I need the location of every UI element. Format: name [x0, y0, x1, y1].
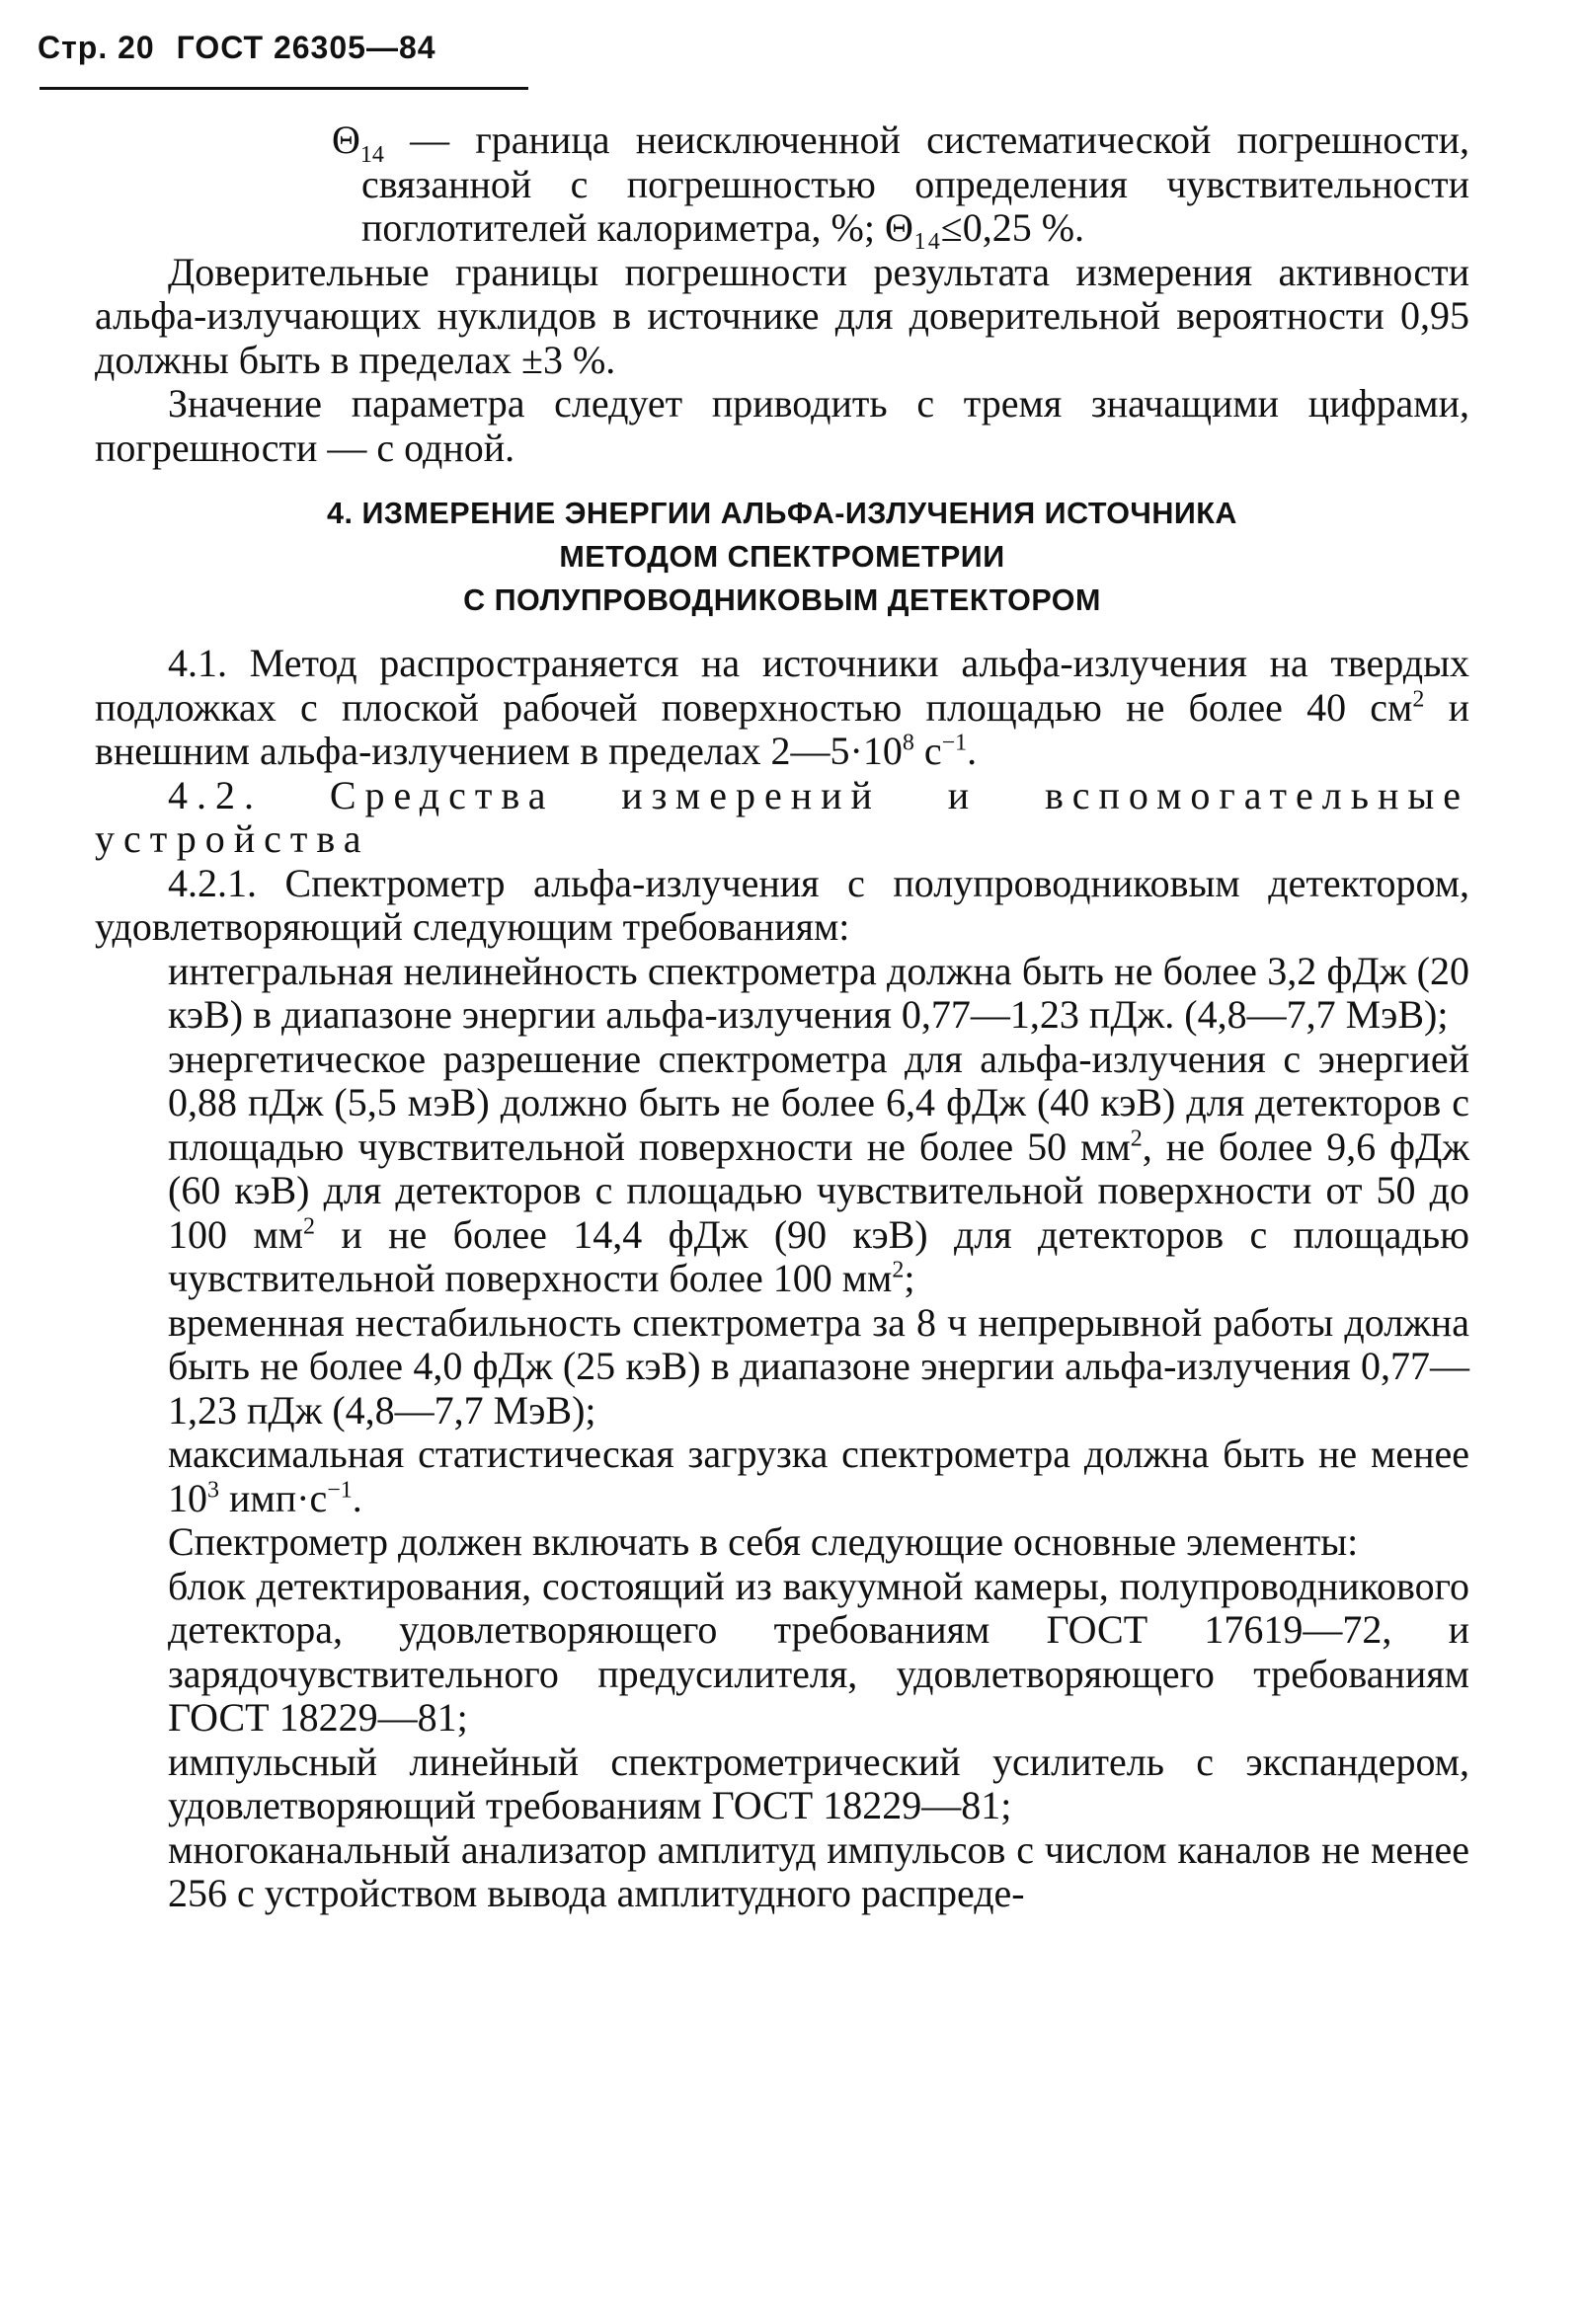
requirement-resolution — [95, 1038, 1469, 1301]
theta-definition — [95, 118, 1469, 251]
section-heading-line: МЕТОДОМ СПЕКТРОМЕТРИИ — [559, 540, 1005, 574]
clause-4-1-text: и внешним альфа-излучением в пределах 2—5·10 — [95, 684, 1470, 773]
section-heading-line: 4. ИЗМЕРЕНИЕ ЭНЕРГИИ АЛЬФА-ИЗЛУЧЕНИЯ ИСТОЧНИКА — [327, 497, 1237, 530]
theta-subscript: 14 — [359, 142, 384, 168]
superscript: −1 — [327, 1477, 353, 1504]
requirement-text: ; — [904, 1256, 915, 1300]
theta-text: — граница неисключенной систематической погрешности, связанной с погрешностью определения чувствительности поглотителей калориметра, %; Θ₁₄≤0,25 %. — [361, 117, 1469, 250]
requirement-instability: временная нестабильность спектрометра за 8 ч непрерывной работы должна быть не более 4,0 фДж (25 кэВ) в диапазоне энергии альфа-излучения 0,77—1,23 пДж (4,8—7,7 МэВ); — [168, 1299, 1469, 1433]
element-amplifier: импульсный линейный спектрометрический усилитель с экспандером, удовлетворяющий требованиям ГОСТ 18229—81; — [168, 1739, 1469, 1827]
page-header — [38, 30, 448, 66]
superscript: 3 — [207, 1477, 219, 1504]
section-heading-line: С ПОЛУПРОВОДНИКОВЫМ ДЕТЕКТОРОМ — [463, 583, 1101, 617]
clause-4-2: 4.2. Средства измерений и вспомогательные устройства — [95, 772, 1469, 861]
element-analyzer: многоканальный анализатор амплитуд импульсов с числом каналов не менее 256 с устройством вывода амплитудного распреде- — [168, 1826, 1469, 1915]
superscript: 8 — [902, 730, 914, 756]
requirement-text: максимальная статистическая загрузка спектрометра должна быть не менее 10 — [168, 1432, 1469, 1520]
superscript: 2 — [1130, 1125, 1143, 1152]
clause-4-1-text: с — [913, 729, 942, 773]
requirement-nonlinearity: интегральная нелинейность спектрометра должна быть не более 3,2 фДж (20 кэВ) в диапазоне энергии альфа-излучения 0,77—1,23 пДж. (4,8—7,7 МэВ); — [168, 948, 1469, 1037]
superscript: −1 — [941, 730, 968, 756]
page-number: Стр. 20 — [38, 30, 155, 65]
section-heading — [95, 492, 1469, 622]
standard-number: ГОСТ 26305—84 — [176, 30, 436, 65]
paragraph-confidence-limits: Доверительные границы погрешности результата измерения активности альфа-излучающих нуклидов в источнике для доверительной вероятности 0,95 должны быть в пределах ±3 %. — [95, 249, 1469, 382]
requirement-text: . — [352, 1475, 362, 1520]
theta-symbol: Θ — [332, 117, 360, 162]
superscript: 2 — [303, 1213, 315, 1240]
clause-4-1-text: 4.1. Метод распространяется на источники альфа-излучения на твердых подложках с плоской рабочей поверхностью площадью не более 40 см — [95, 641, 1469, 730]
requirement-load — [95, 1433, 1469, 1520]
clause-4-1-text: . — [967, 729, 978, 773]
header-divider — [40, 87, 528, 90]
superscript: 2 — [1412, 686, 1425, 713]
superscript: 2 — [892, 1257, 905, 1283]
requirement-text: , не более 9,6 фДж (60 кэВ) для детекторов с площадью чувствительной поверхности от 50 до 100 мм — [168, 1123, 1469, 1257]
requirement-text: энергетическое разрешение спектрометра для альфа-излучения с энергией 0,88 пДж (5,5 мэВ) должно быть не более 6,4 фДж (40 кэВ) для детекторов с площадью чувствительной поверхности не более 50 мм — [168, 1036, 1469, 1169]
requirement-text: и не более 14,4 фДж (90 кэВ) для детекторов с площадью чувствительной поверхности более 100 мм — [168, 1211, 1470, 1300]
clause-4-1 — [95, 642, 1469, 774]
elements-intro: Спектрометр должен включать в себя следующие основные элементы: — [168, 1519, 1359, 1564]
paragraph-significant-digits: Значение параметра следует приводить с тремя значащими цифрами, погрешности — с одной. — [95, 381, 1469, 470]
document-body — [95, 118, 1469, 1916]
clause-4-2-1: 4.2.1. Спектрометр альфа-излучения с полупроводниковым детектором, удовлетворяющий следующим требованиям: — [95, 860, 1469, 949]
element-detection-unit: блок детектирования, состоящий из вакуумной камеры, полупроводникового детектора, удовлетворяющего требованиям ГОСТ 17619—72, и зарядочувствительного предусилителя, удовлетворяющего требованиям ГОСТ 18229—81; — [168, 1563, 1469, 1740]
requirement-text: имп·с — [219, 1475, 328, 1520]
